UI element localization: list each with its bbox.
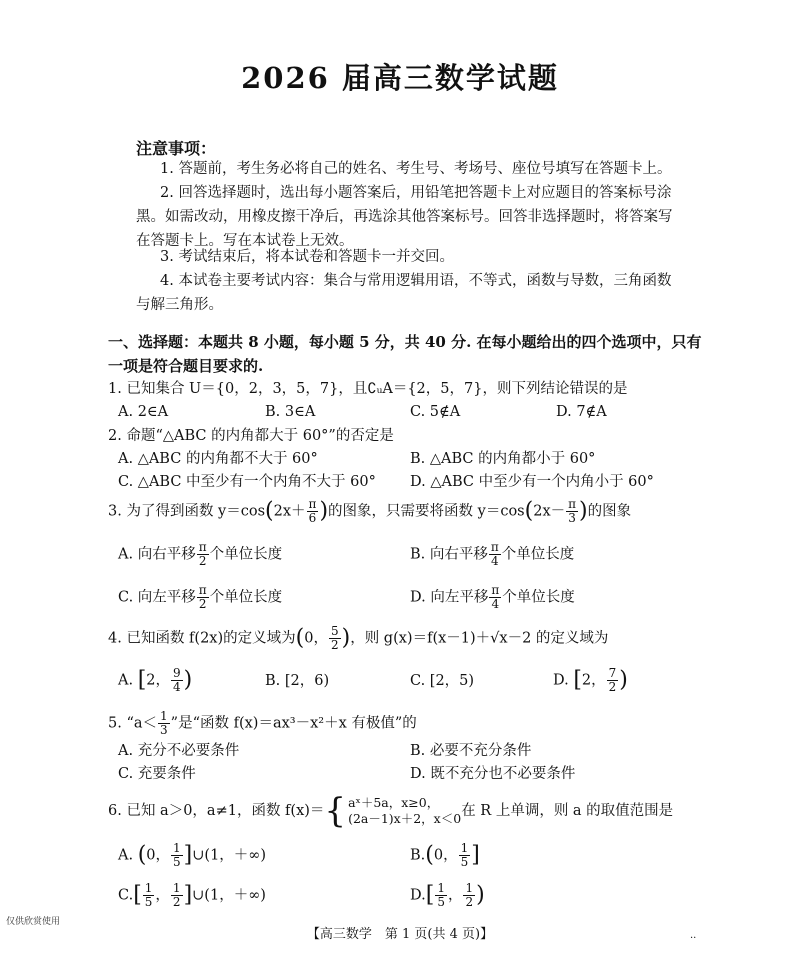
- q1-option-d: D. 7∉A: [556, 404, 607, 420]
- section-heading: 一、选择题：本题共 8 小题，每小题 5 分，共 40 分. 在每小题给出的四个选项中，只有一项是符合题目要求的.: [108, 333, 702, 375]
- q3-option-c: C. 向左平移 $\frac{\pi}{2}$ 个单位长度: [118, 583, 283, 611]
- question-4-stem: 4. 已知函数 f(2x)的定义域为(0， $\frac{5}{2}$ )，则 g(x)＝f(x－1)＋√x－2 的定义域为: [108, 624, 609, 652]
- q6-option-b: B.(0， $\frac{1}{5}$ ]: [410, 841, 480, 869]
- q1-option-a: A. 2∈A: [118, 404, 169, 420]
- q4-option-c: C. [2，5): [410, 673, 475, 689]
- q4-option-d: D. [2， $\frac{7}{2}$ ): [553, 666, 628, 694]
- q2-option-a: A. △ABC 的内角都不大于 60°: [118, 451, 318, 467]
- q2-option-d: D. △ABC 中至少有一个内角小于 60°: [410, 474, 654, 490]
- notice-item-1: 1. 答题前，考生务必将自己的姓名、考生号、考场号、座位号填写在答题卡上。: [160, 161, 672, 177]
- q5-option-b: B. 必要不充分条件: [410, 743, 532, 759]
- q6-option-c: C.[ $\frac{1}{5}$ ， $\frac{1}{2}$ ]∪(1，＋∞): [118, 881, 266, 909]
- q2-option-b: B. △ABC 的内角都小于 60°: [410, 451, 596, 467]
- notice-item-3: 3. 考试结束后，将本试卷和答题卡一并交回。: [160, 249, 454, 265]
- q1-option-c: C. 5∉A: [410, 404, 461, 420]
- question-6-stem: 6. 已知 a＞0，a≠1，函数 f(x)＝{ aˣ＋5a，x≥0， (2a－1)x＋2，x＜0 在 R 上单调，则 a 的取值范围是: [108, 791, 674, 831]
- q6-option-d: D.[ $\frac{1}{5}$ ， $\frac{1}{2}$ ): [410, 881, 485, 909]
- q1-option-b: B. 3∈A: [265, 404, 316, 420]
- q6-option-a: A. (0， $\frac{1}{5}$ ]∪(1，＋∞): [118, 841, 267, 869]
- q5-option-d: D. 既不充分也不必要条件: [410, 766, 576, 782]
- question-1-stem: 1. 已知集合 U＝{0，2，3，5，7}，且∁ᵤA＝{2，5，7}，则下列结论错误的是: [108, 381, 628, 397]
- q3-option-b: B. 向右平移 $\frac{\pi}{4}$ 个单位长度: [410, 540, 575, 568]
- q3-option-a: A. 向右平移 $\frac{\pi}{2}$ 个单位长度: [118, 540, 283, 568]
- q2-option-c: C. △ABC 中至少有一个内角不大于 60°: [118, 474, 376, 490]
- page-footer: 【高三数学 第 1 页(共 4 页)】: [306, 927, 494, 942]
- notice-heading: 注意事项：: [136, 139, 217, 158]
- question-2-stem: 2. 命题“△ABC 的内角都大于 60°”的否定是: [108, 428, 394, 444]
- corner-mark: ..: [690, 930, 697, 941]
- page-title: 2026 届高三数学试题: [241, 61, 559, 95]
- notice-item-2: 2. 回答选择题时，选出每小题答案后，用铅笔把答题卡上对应题目的答案标号涂黑。如需改动，用橡皮擦干净后，再选涂其他答案标号。回答非选择题时，将答案写在答题卡上。写在本试卷上无效。: [136, 185, 673, 249]
- q5-option-a: A. 充分不必要条件: [118, 743, 240, 759]
- q3-option-d: D. 向左平移 $\frac{\pi}{4}$ 个单位长度: [410, 583, 575, 611]
- notice-item-4: 4. 本试卷主要考试内容：集合与常用逻辑用语，不等式，函数与导数，三角函数与解三角形。: [136, 273, 672, 313]
- question-3-stem: 3. 为了得到函数 y＝cos(2x＋ $\frac{\pi}{6}$ )的图象，只需要将函数 y＝cos(2x－ $\frac{\pi}{3}$ )的图象: [108, 497, 632, 525]
- q5-option-c: C. 充要条件: [118, 766, 196, 782]
- usage-note: 仅供欣赏使用: [6, 917, 61, 927]
- question-5-stem: 5. “a＜ $\frac{1}{3}$ ”是“函数 f(x)＝ax³－x²＋x 有极值”的: [108, 709, 417, 737]
- q4-option-a: A. [2， $\frac{9}{4}$ ): [118, 666, 193, 694]
- q4-option-b: B. [2，6): [265, 673, 330, 689]
